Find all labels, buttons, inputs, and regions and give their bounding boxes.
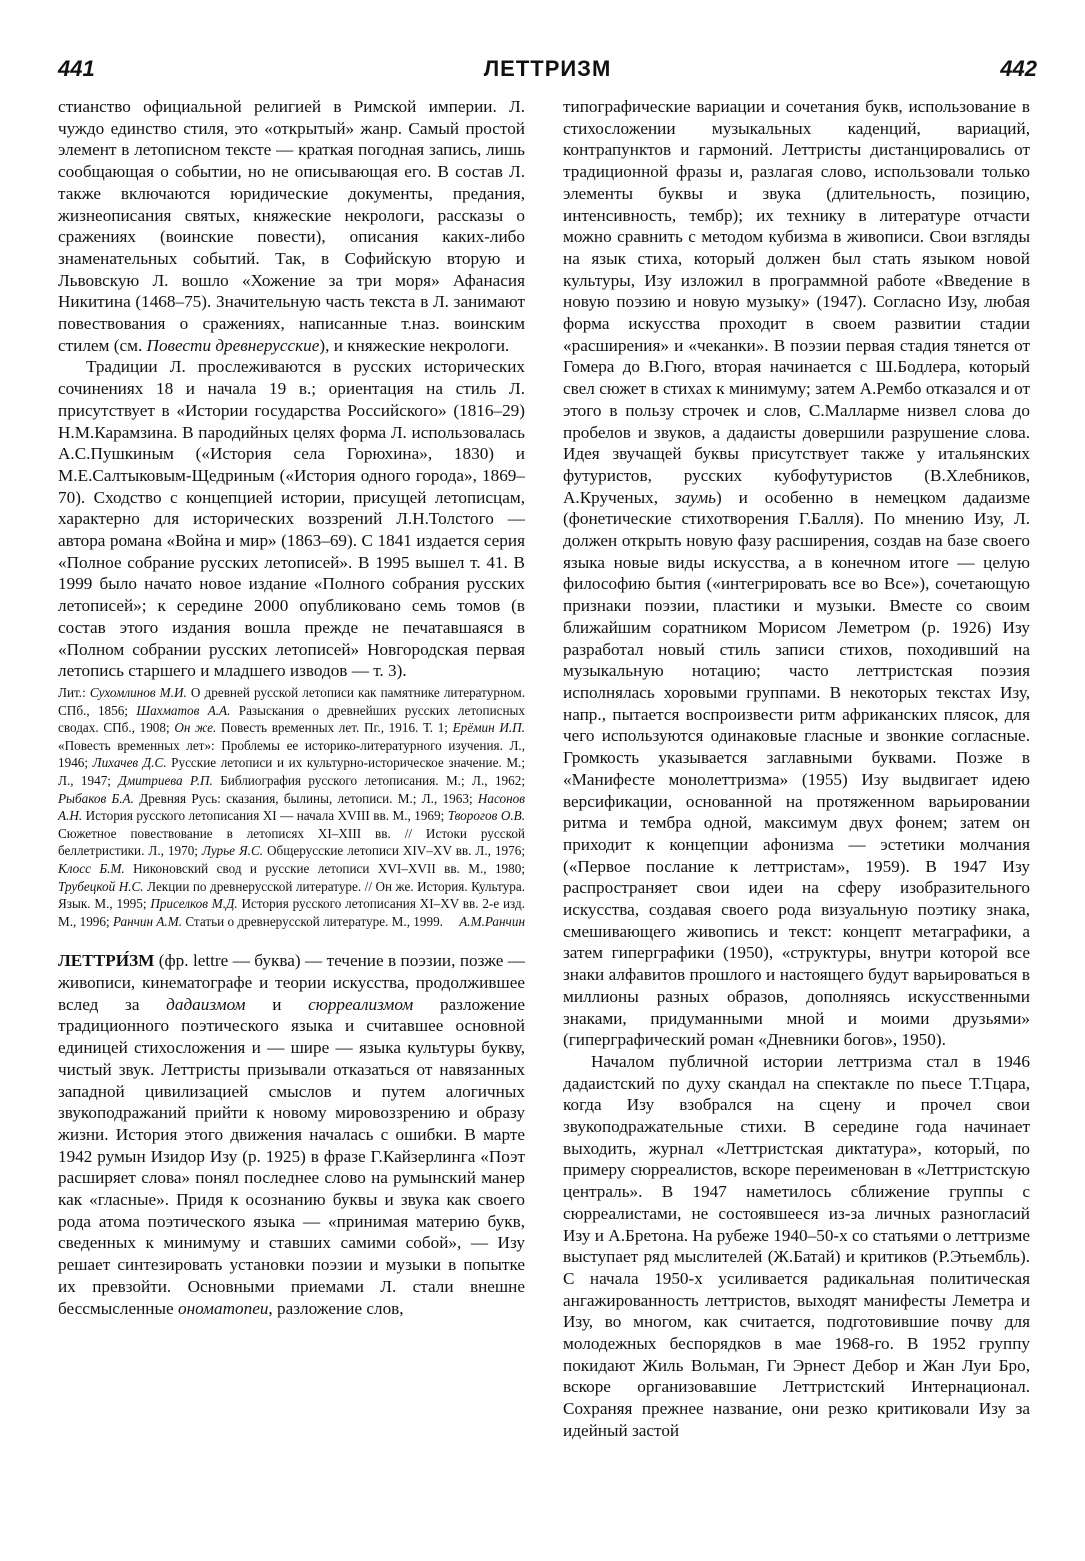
running-title: ЛЕТТРИЗМ	[483, 56, 612, 81]
author-signature: А.М.Ранчин	[459, 913, 525, 929]
cross-reference: ономатопеи	[177, 1298, 269, 1318]
left-column	[58, 96, 525, 1319]
cross-reference: дадаизмом	[166, 994, 246, 1014]
paragraph: типографические вариации и сочетания букв, использование в стихосложении музыкальных каденций, вариаций, контрапунктов и гармоний. Леттристы дистанцировались от традиционной фразы и, разлагая слово, использовали только элементы буквы и звука (длительность, позицию, интенсивность, тембр); их технику в литературе отчасти можно сравнить с методом кубизма в живописи. Свои взгляды на язык стиха, который должен был стать языком новой культуры, Изу изложил в программной работе «Введение в новую поэзию и новую музыку» (1947). Согласно Изу, любая форма искусства проходит в своем развитии стадии «расширения» и «чеканки». В поэзии первая стадия тянется от Гомера до В.Гюго, вторая начинается с Ш.Бодлера, который свел сюжет в стихах к минимуму; затем А.Рембо отказался и от этого в пользу строчек и слов, С.Малларме низвел слова до пробелов и звуков, а дадаисты довершили разрушение слова. Идея звучащей буквы присутствует также у итальянских футуристов, русских кубофутуристов (В.Хлебников, А.Крученых, заумь) и особенно в немецком дадаизме (фонетические стихотворения Г.Балля). По мнению Изу, Л. должен открыть новую фазу расширения, создав на базе своего языка новые виды искусства, а в конечном итоге — целую философию бытия («интегрировать все во Все»), сочетающую признаки поэзии, пластики и музыки. Вместе со своим ближайшим соратником Морисом Леметром (р. 1926) Изу разработал новый стиль записи стихов, походивший на музыкальную нотацию; часто леттристская поэзия исполнялась хоровыми группами. В некоторых текстах Изу, напр., пытается воспроизвести ритм африканских плясок, для чего используются одинаковые гласные и звонкие согласные. Громкость указывается заглавными буквами. Позже в «Манифесте монолеттризма» (1955) Изу выдвигает идею версификации, основанной на протяженном варьировании ритма и тембра одной, максимум двух фонем; затем он приходит к концепции афонизма — эстетики молчания («Первое послание к леттристам», 1959). В 1947 Изу распространяет свои идеи на сферу изобразительного искусства, создавая своего рода визуальную поэтику знака, смешивающего живопись и текст: концепт метаграфики, а затем гиперграфики (1950), «структуры, внутри которой все знаки алфавитов прошлого и настоящего будут варьироваться в миллионы разных образов, дополняясь искусственными знаками, придуманными мной и моими друзьями» (гиперграфический роман «Дневники богов», 1950).	[563, 97, 1030, 1050]
page-number-left: 441	[58, 56, 95, 81]
cross-reference: Повести древнерусские	[146, 335, 320, 355]
cross-reference: сюрреализмом	[308, 994, 414, 1014]
page-number-right: 442	[1000, 56, 1037, 81]
right-column	[563, 96, 1030, 1442]
cross-reference: заумь	[674, 487, 717, 507]
page-header	[58, 56, 1037, 88]
paragraph: Началом публичной истории леттризма стал в 1946 дадаистский по духу скандал на спектакле по пьесе Т.Тцара, когда Изу взобрался на сцену и прочел свои звукоподражательные стихи. В середине года начинает выходить, журнал «Леттристская диктатура», который, по примеру сюрреалистов, вскоре переименован в «Леттристскую централь». В 1947 наметилось сближение группы с сюрреалистами, не состоявшееся из-за личных разногласий Изу и А.Бретона. На рубеже 1940–50-х со статьями о леттризме выступает ряд мыслителей (Ж.Батай) и критиков (Р.Этьембль). С начала 1950-х усиливается радикальная политическая ангажированность леттристов, выходят манифесты Леметра и Изу, во многом, как считается, подготовившие почву для молодежных беспорядков в мае 1968-го. В 1952 группу покидают Жиль Вольман, Ги Эрнест Дебор и Жан Луи Бро, вскоре организовавшие Леттристский Интернационал. Сохраняя прежнее название, они резко критиковали Изу за идейный застой	[563, 1051, 1030, 1440]
entry-headword: ЛЕТТРИ́ЗМ	[58, 951, 155, 971]
bibliography: Лит.: Сухомлинов М.И. О древней русской летописи как памятнике литературном. СПб., 1856; Шахматов А.А. Разыскания о древнейших русских летописных сводах. СПб., 1908; Он же. Повесть временных лет. Пг., 1916. Т. 1; Ерёмин И.П. «Повесть временных лет»: Проблемы ее историко-литературного изучения. Л., 1946; Лихачев Д.С. Русские летописи и их культурно-историческое значение. М.; Л., 1947; Дмитриева Р.П. Библиография русского летописания. М.; Л., 1962; Рыбаков Б.А. Древняя Русь: сказания, былины, летописи. М.; Л., 1963; Насонов А.Н. История русского летописания XI — начала XVIII вв. М., 1969; Творогов О.В. Сюжетное повествование в летописях XI–XIII вв. // Истоки русской беллетристики. Л., 1970; Лурье Я.С. Общерусские летописи XIV–XV вв. Л., 1976; Клосс Б.М. Никоновский свод и русские летописи XVI–XVII вв. М., 1980; Трубецкой Н.С. Лекции по древнерусской литературе. // Он же. История. Культура. Язык. М., 1995; Приселков М.Д. История русского летописания XI–XV вв. 2-е изд. М., 1996; Ранчин А.М. Статьи о древнерусской литературе. М., 1999.	[58, 684, 526, 929]
entry-letterism: ЛЕТТРИ́ЗМ (фр. lettre — буква) — течение в поэзии, позже — живописи, кинематографе и теории искусства, продолжившее вслед за дадаизмом и сюрреализмом разложение традиционного поэтического языка и считавшее основной единицей стихосложения и — шире — языка культуры букву, чистый звук. Леттристы призывали отказаться от навязанных западной цивилизацией смыслов и путем алогичных звукоподражаний прийти к новому мировоззрению и образу жизни. История этого движения началась с ошибки. В марте 1942 румын Изидор Изу (р. 1925) в фразе Г.Кайзерлинга «Поэт расширяет слова» понял последнее слово на румынский манер как «гласные». Придя к осознанию буквы и звука как своего рода атома поэтического языка — «принимая материю букв, сведенных к минимуму и ставших самими собой», — Изу решает синтезировать установки поэзии и музыки в попытке их превзойти. Основными приемами Л. стали внешне бессмысленные ономатопеи, разложение слов,	[58, 951, 525, 1318]
paragraph: стианство официальной религией в Римской империи. Л. чуждо единство стиля, это «открытый» жанр. Самый простой элемент в летописном тексте — краткая погодная запись, лишь сообщающая о событии, но не описывающая его. В состав Л. также включаются юридические документы, предания, жизнеописания святых, княжеские некрологи, рассказы о сражениях (воинские повести), описания каких-либо знаменательных событий. Так, в Софийскую вторую и Львовскую Л. вошло «Хожение за три моря» Афанасия Никитина (1468–75). Значительную часть текста в Л. занимают повествования о сражениях, написанные т.наз. воинским стилем (см. Повести древнерусские), и княжеские некрологи.	[58, 97, 525, 355]
paragraph: Традиции Л. прослеживаются в русских исторических сочинениях 18 и начала 19 в.; ориентация на стиль Л. присутствует в «Истории государства Российского» (1816–29) Н.М.Карамзина. В пародийных целях форма Л. использовалась А.С.Пушкиным («История села Горюхина», 1830) и М.Е.Салтыковым-Щедриным («История одного города», 1869–70). Сходство с концепцией истории, присущей летописцам, характерно для исторических воззрений Л.Н.Толстого — автора романа «Война и мир» (1863–69). С 1841 издается серия «Полное собрание русских летописей». В 1995 вышел т. 41. В 1999 было начато новое издание «Полного собрания русских летописей»; к середине 2000 опубликовано семь томов (в состав этого издания вошла прежде не печатавшаяся в «Полном собрании русских летописей» Новгородская первая летопись старшего и младшего изводов — т. 3).	[58, 357, 525, 681]
